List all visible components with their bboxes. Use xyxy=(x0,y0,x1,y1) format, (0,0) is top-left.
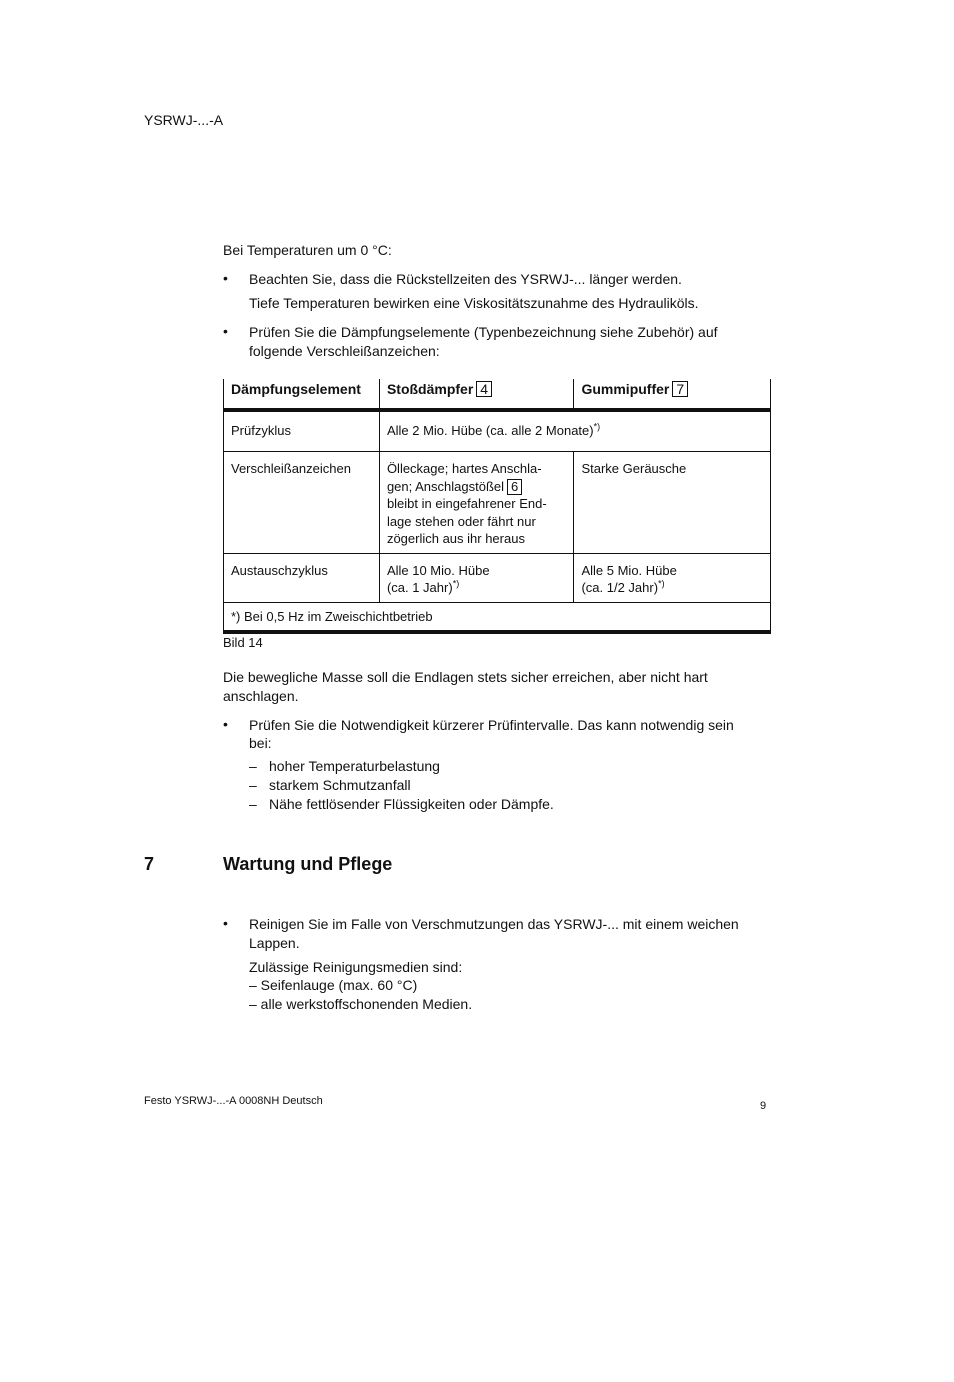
row-value xyxy=(379,410,770,452)
cell-text: Starke Geräusche xyxy=(581,461,687,476)
reference-number-box: 7 xyxy=(672,381,688,397)
bullet-text: Beachten Sie, dass die Rückstellzeiten des YSRWJ-... länger werden. xyxy=(249,271,682,287)
section-number: 7 xyxy=(144,854,155,874)
dash-marker: – xyxy=(249,777,257,793)
cell-text: (ca. 1 Jahr) xyxy=(386,580,453,595)
table-row xyxy=(224,554,771,603)
cleaning-media-item: – Seifenlauge (max. 60 °C) xyxy=(249,977,418,993)
bullet-dot: • xyxy=(223,323,228,339)
list-item-text: hoher Temperaturbelastung xyxy=(269,758,440,774)
list-item-text: Nähe fettlösender Flüssigkeiten oder Dämpfe. xyxy=(269,796,554,812)
bullet-subtext: Tiefe Temperaturen bewirken eine Viskositätszunahme des Hydrauliköls. xyxy=(249,295,699,311)
cell-text: *) Bei 0,5 Hz im Zweischichtbetrieb xyxy=(231,609,433,624)
header-damping-element xyxy=(224,379,380,410)
bullet-text-cont: Lappen. xyxy=(249,935,300,951)
dash-marker: – xyxy=(249,796,257,812)
bullet-dot: • xyxy=(223,716,228,732)
section-title: Wartung und Pflege xyxy=(223,854,393,874)
row-label xyxy=(224,554,380,603)
bullet-dot: • xyxy=(223,915,228,931)
table-header-row xyxy=(224,379,771,410)
header-rubber-buffer xyxy=(574,379,771,410)
list-item-text: starkem Schmutzanfall xyxy=(269,777,411,793)
header-label: Gummipuffer xyxy=(581,381,670,397)
cell-text: Alle 10 Mio. Hübe xyxy=(386,563,490,578)
bullet-text-cont: bei: xyxy=(249,735,272,751)
bullet-text-cont: folgende Verschleißanzeichen: xyxy=(249,343,440,359)
replacement-rubber-buffer xyxy=(574,554,771,603)
reference-number-box: 6 xyxy=(507,479,522,495)
reference-number-box: 4 xyxy=(476,381,492,397)
replacement-shock-absorber xyxy=(379,554,574,603)
dash-marker: – xyxy=(249,758,257,774)
cell-text: Prüfzyklus xyxy=(231,423,291,438)
cell-text: bleibt in eingefahrener End- xyxy=(386,496,547,511)
cell-text: Verschleißanzeichen xyxy=(231,461,351,476)
damping-element-table xyxy=(223,379,771,634)
cell-text: gen; Anschlagstößel xyxy=(386,478,505,494)
bullet-dot: • xyxy=(223,270,228,286)
cell-text: zögerlich aus ihr heraus xyxy=(386,531,525,546)
row-label xyxy=(224,452,380,554)
bullet-text: Prüfen Sie die Notwendigkeit kürzerer Prüfintervalle. Das kann notwendig sein xyxy=(249,717,734,733)
cell-text: Alle 2 Mio. Hübe (ca. alle 2 Monate) xyxy=(386,423,594,438)
document-code-header: YSRWJ-...-A xyxy=(144,112,224,128)
footer-document-info: Festo YSRWJ-...-A 0008NH Deutsch xyxy=(144,1095,323,1107)
cell-text: Ölleckage; hartes Anschla- xyxy=(386,461,542,476)
table-row xyxy=(224,452,771,554)
figure-caption: Bild 14 xyxy=(223,635,263,650)
cell-text: (ca. 1/2 Jahr) xyxy=(581,580,659,595)
cell-text: lage stehen oder fährt nur xyxy=(386,513,536,529)
footnote-marker: *) xyxy=(452,578,460,589)
paragraph-line: Die bewegliche Masse soll die Endlagen stets sicher erreichen, aber nicht hart xyxy=(223,669,708,685)
table-footnote-row xyxy=(224,603,771,633)
wear-signs-shock-absorber xyxy=(379,452,574,554)
footnote-marker: *) xyxy=(593,421,601,432)
row-label xyxy=(224,410,380,452)
table-row xyxy=(224,410,771,452)
header-label: Dämpfungselement xyxy=(231,381,361,397)
page-number: 9 xyxy=(760,1100,767,1112)
paragraph-line: anschlagen. xyxy=(223,688,299,704)
cell-text: Austauschzyklus xyxy=(231,563,328,578)
bullet-text: Reinigen Sie im Falle von Verschmutzungen das YSRWJ-... mit einem weichen xyxy=(249,916,739,932)
wear-signs-rubber-buffer xyxy=(574,452,771,554)
table-footnote xyxy=(224,603,771,633)
header-label: Stoßdämpfer xyxy=(386,381,474,397)
intro-text: Bei Temperaturen um 0 °C: xyxy=(223,242,392,258)
cleaning-media-title: Zulässige Reinigungsmedien sind: xyxy=(249,959,463,975)
cleaning-media-item: – alle werkstoffschonenden Medien. xyxy=(249,996,473,1012)
cell-text: Alle 5 Mio. Hübe xyxy=(581,563,677,578)
bullet-text: Prüfen Sie die Dämpfungselemente (Typenbezeichnung siehe Zubehör) auf xyxy=(249,324,718,340)
header-shock-absorber xyxy=(379,379,574,410)
footnote-marker: *) xyxy=(658,578,665,589)
